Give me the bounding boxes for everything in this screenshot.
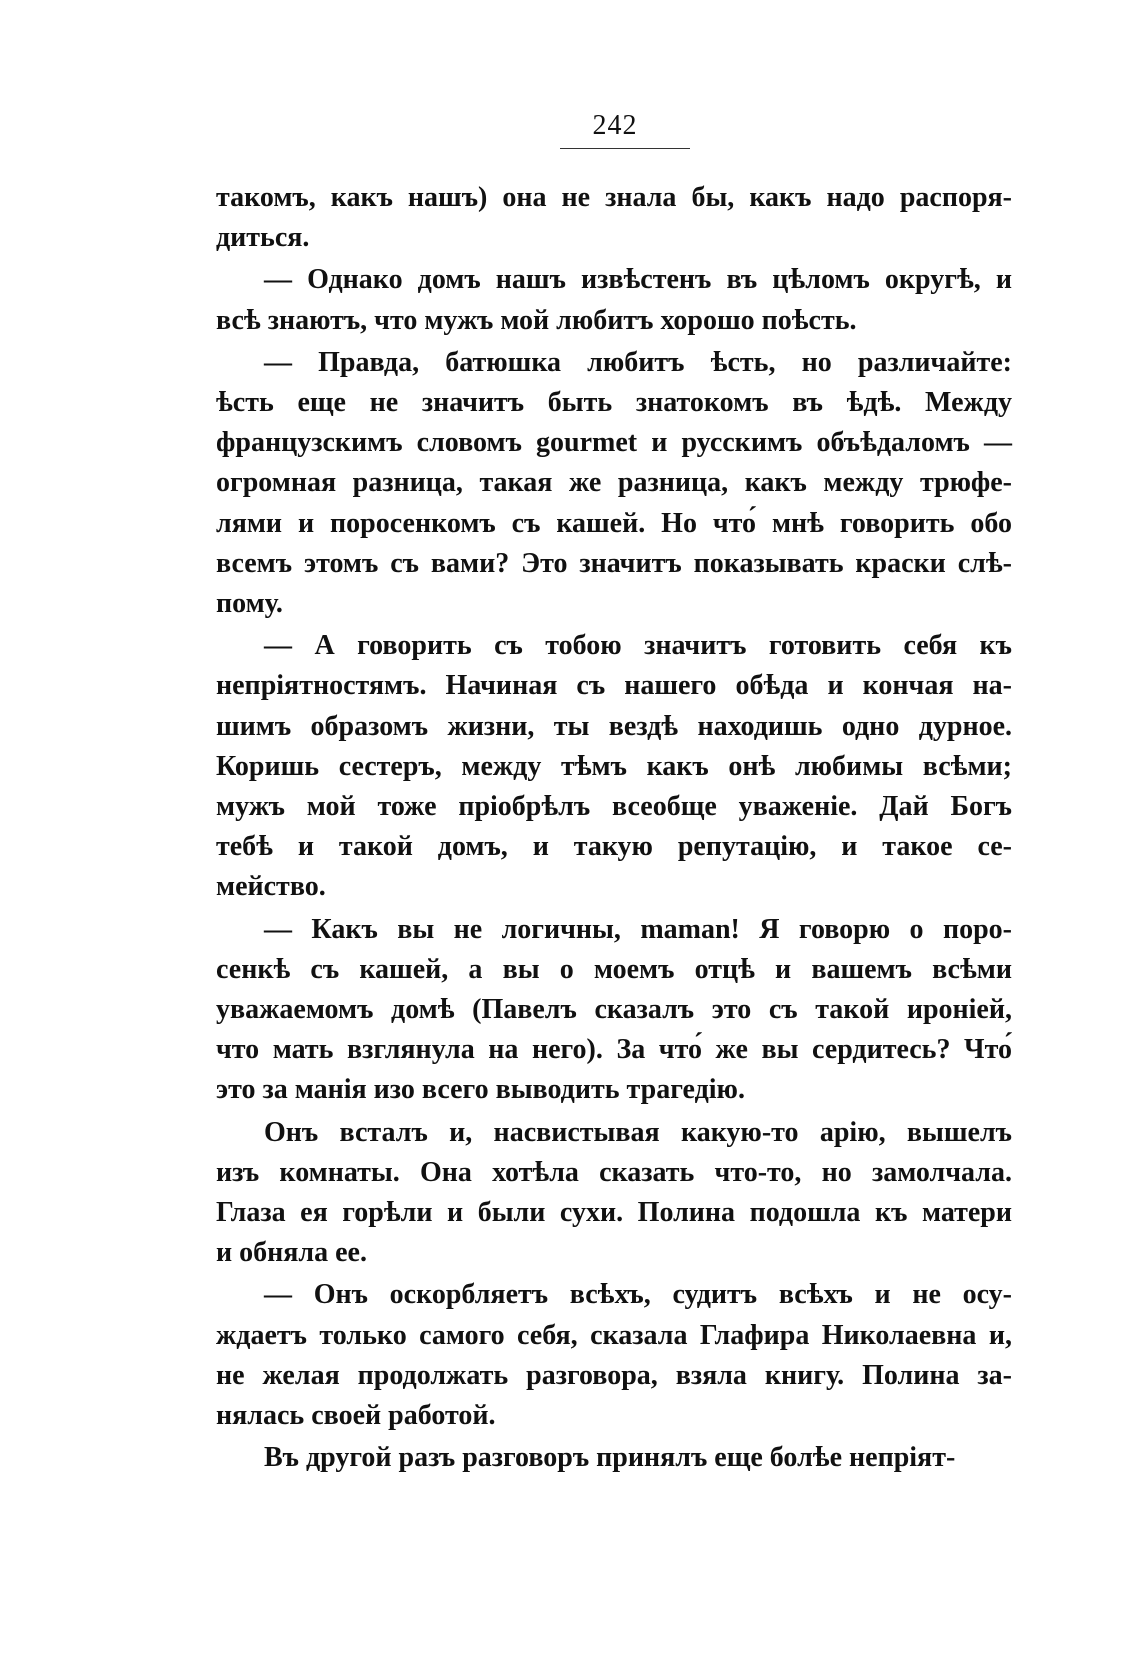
text-line: — Правда, батюшка любитъ ѣсть, но различайте: [264, 346, 1012, 378]
text-body [216, 178, 1012, 1479]
paragraph [216, 343, 1012, 624]
text-line: — Какъ вы не логичны, maman! Я говорю о поро- [264, 913, 1012, 945]
text-line: Въ другой разъ разговоръ принялъ еще болѣе непріят- [264, 1442, 956, 1474]
text-line: огромная разница, такая же разница, какъ между трюфе- [216, 467, 1012, 499]
text-line: Коришь сестеръ, между тѣмъ какъ онѣ любимы всѣми; [216, 750, 1012, 782]
text-line: сенкѣ съ кашей, а вы о моемъ отцѣ и вашемъ всѣми [216, 953, 1012, 985]
text-line: диться. [216, 222, 310, 254]
text-line: и обняла ее. [216, 1237, 367, 1269]
text-line: не желая продолжать разговора, взяла книгу. Полина за- [216, 1359, 1012, 1391]
text-line: Онъ всталъ и, насвистывая какую-то арію, вышелъ [264, 1116, 1012, 1148]
paragraph [216, 910, 1012, 1111]
text-line: мужъ мой тоже пріобрѣлъ всеобще уваженіе. Дай Богъ [216, 791, 1012, 823]
text-line: — А говорить съ тобою значитъ готовить себя къ [264, 630, 1012, 662]
text-line: Глаза ея горѣли и были сухи. Полина подошла къ матери [216, 1197, 1012, 1229]
page-number-rule [560, 148, 690, 149]
text-line: изъ комнаты. Она хотѣла сказать что-то, но замолчала. [216, 1156, 1012, 1188]
text-line: тебѣ и такой домъ, и такую репутацію, и такое се- [216, 831, 1012, 863]
text-line: — Онъ оскорбляетъ всѣхъ, судитъ всѣхъ и не осу- [264, 1279, 1012, 1311]
text-line: пому. [216, 588, 283, 620]
text-line: нялась своей работой. [216, 1400, 496, 1432]
text-line: — Однако домъ нашъ извѣстенъ въ цѣломъ округѣ, и [264, 264, 1012, 296]
text-line: это за манія изо всего выводить трагедію. [216, 1074, 745, 1106]
text-line: непріятностямъ. Начиная съ нашего обѣда и кончая на- [216, 670, 1012, 702]
text-line: всѣ знаютъ, что мужъ мой любитъ хорошо поѣсть. [216, 304, 857, 336]
paragraph [216, 1113, 1012, 1274]
text-line: мейство. [216, 871, 326, 903]
paragraph [216, 260, 1012, 340]
text-line: лями и поросенкомъ съ кашей. Но что́ мнѣ говорить обо [216, 507, 1012, 539]
text-line: такомъ, какъ нашъ) она не знала бы, какъ надо распоря- [216, 182, 1012, 213]
text-line: уважаемомъ домѣ (Павелъ сказалъ это съ такой ироніей, [216, 994, 1012, 1026]
text-line: ѣсть еще не значитъ быть знатокомъ въ ѣдѣ. Между [216, 387, 1012, 419]
paragraph [216, 626, 1012, 907]
text-line: всемъ этомъ съ вами? Это значитъ показывать краски слѣ- [216, 547, 1012, 579]
paragraph [216, 178, 1012, 258]
text-line: шимъ образомъ жизни, ты вездѣ находишь одно дурное. [216, 710, 1012, 742]
text-line: что мать взглянула на него). За что́ же вы сердитесь? Что́ [216, 1034, 1012, 1066]
paragraph [216, 1438, 1012, 1478]
page-number: 242 [592, 110, 638, 141]
text-line: ждаетъ только самого себя, сказала Глафира Николаевна и, [216, 1319, 1012, 1351]
paragraph [216, 1275, 1012, 1436]
text-line: французскимъ словомъ gourmet и русскимъ объѣдаломъ — [216, 427, 1012, 459]
